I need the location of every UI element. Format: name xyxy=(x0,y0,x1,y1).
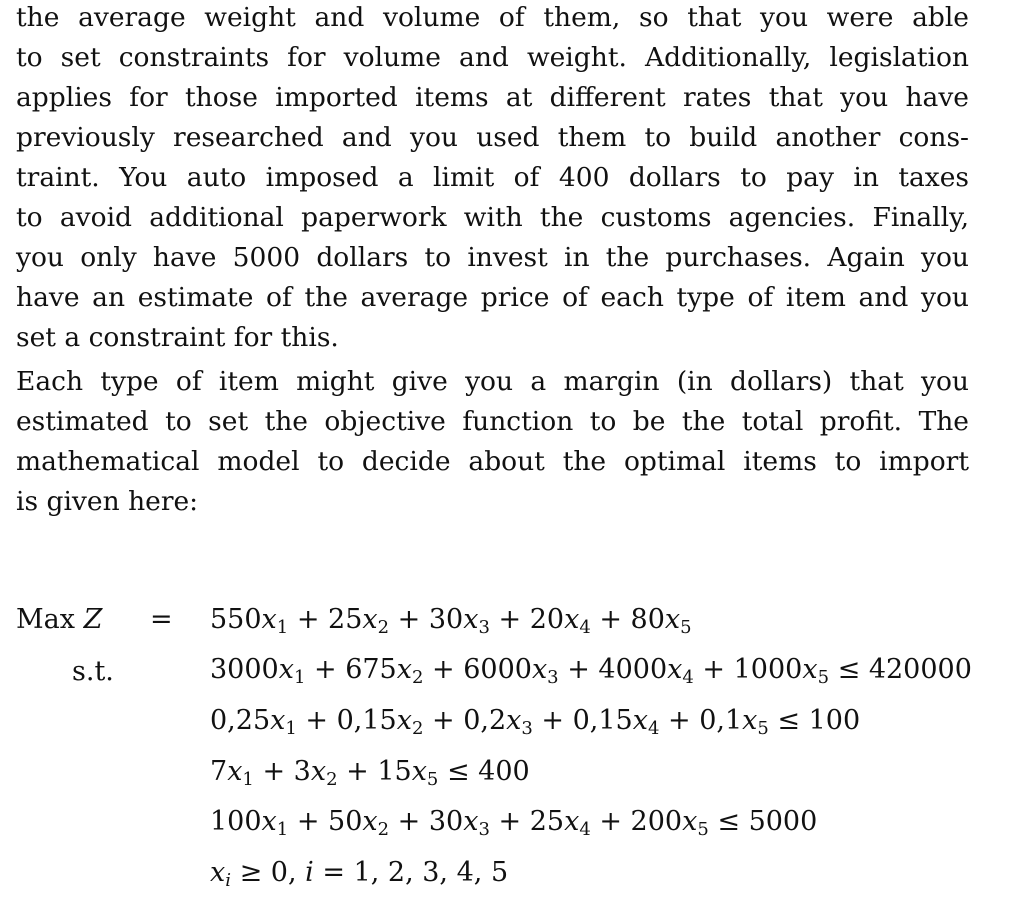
text-line: the average weight and volume of them, so that you were able xyxy=(16,2,969,33)
text-line: estimated to set the objective function to be the total profit. The xyxy=(16,406,969,437)
text-line: mathematical model to decide about the optimal items to import xyxy=(16,446,969,477)
text-line: Each type of item might give you a margin (in dollars) that you xyxy=(16,366,969,397)
objective-variable: Z xyxy=(83,604,103,635)
text-line: set a constraint for this. xyxy=(16,322,339,353)
constraint-volume: $3000x_1 + 675x_2 + 6000x_3 + 4000x_4 + 1000x_5 \le 420000$ xyxy=(210,654,972,688)
text-line: traint. You auto imposed a limit of 400 dollars to pay in taxes xyxy=(16,162,969,193)
objective-function: $550x_1 + 25x_2 + 30x_3 + 20x_4 + 80x_5$ xyxy=(210,604,692,638)
text-line: you only have 5000 dollars to invest in the purchases. Again you xyxy=(16,242,969,273)
constraint-budget: $100x_1 + 50x_2 + 30x_3 + 25x_4 + 200x_5 \le 5000$ xyxy=(210,806,818,840)
equals-sign: = xyxy=(150,604,173,635)
text-line: previously researched and you used them to build another cons- xyxy=(16,122,969,153)
objective-label xyxy=(16,602,102,638)
max-label: Max xyxy=(16,604,75,635)
text-line: have an estimate of the average price of each type of item and you xyxy=(16,282,969,313)
text-line: to set constraints for volume and weight. Additionally, legislation xyxy=(16,42,969,73)
text-line: is given here: xyxy=(16,486,199,517)
constraint-taxes: $7x_1 + 3x_2 + 15x_5 \le 400$ xyxy=(210,756,530,790)
text-line: to avoid additional paperwork with the customs agencies. Finally, xyxy=(16,202,969,233)
text-line: applies for those imported items at different rates that you have xyxy=(16,82,969,113)
subject-to-label: s.t. xyxy=(72,656,114,687)
non-negativity: $x_i \ge 0$, i = 1, 2, 3, 4, 5 xyxy=(210,857,509,891)
constraint-weight: $0,25x_1 + 0,15x_2 + 0,2x_3 + 0,15x_4 + 0,1x_5 \le 100$ xyxy=(210,705,861,739)
